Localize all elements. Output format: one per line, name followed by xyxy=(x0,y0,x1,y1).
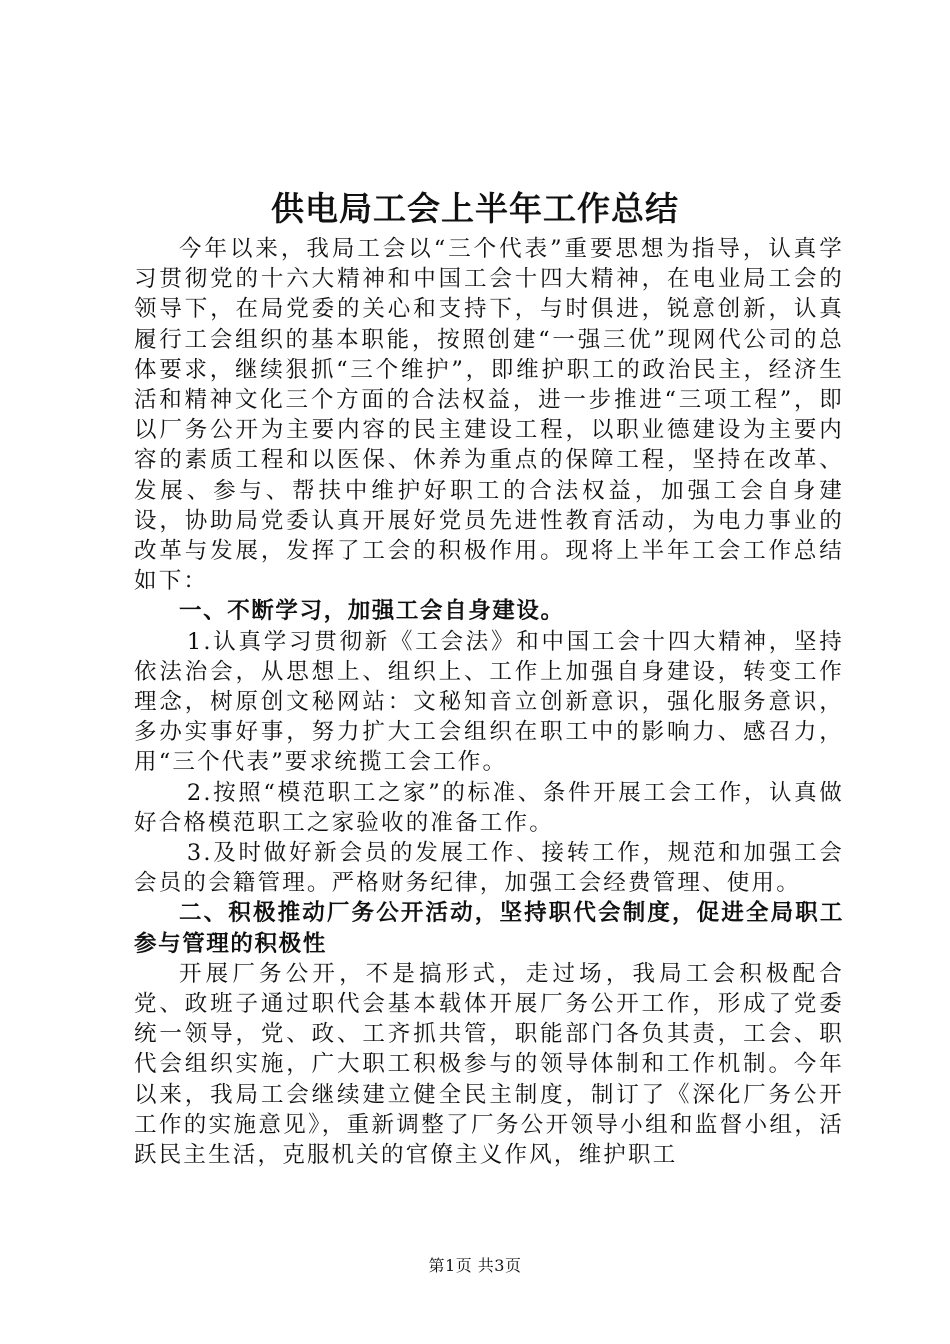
section-2-heading: 二、积极推动厂务公开活动，坚持职代会制度，促进全局职工参与管理的积极性 xyxy=(134,900,844,957)
document-body xyxy=(134,234,844,1170)
section-1-item-1: 1.认真学习贯彻新《工会法》和中国工会十四大精神，坚持依法治会，从思想上、组织上、工作上加强自身建设，转变工作理念，树原创文秘网站：文秘知音立创新意识，强化服务意识，多办实事好事，努力扩大工会组织在职工中的影响力、感召力，用“三个代表”要求统揽工会工作。 xyxy=(134,628,844,776)
document-title: 供电局工会上半年工作总结 xyxy=(271,189,679,228)
intro-paragraph: 今年以来，我局工会以“三个代表”重要思想为指导，认真学习贯彻党的十六大精神和中国工会十四大精神，在电业局工会的领导下，在局党委的关心和支持下，与时俱进，锐意创新，认真履行工会组织的基本职能，按照创建“一强三优”现网代公司的总体要求，继续狠抓“三个维护”，即维护职工的政治民主，经济生活和精神文化三个方面的合法权益，进一步推进“三项工程”，即以厂务公开为主要内容的民主建设工程，以职业德建设为主要内容的素质工程和以医保、休养为重点的保障工程，坚持在改革、发展、参与、帮扶中维护好职工的合法权益，加强工会自身建设，协助局党委认真开展好党员先进性教育活动，为电力事业的改革与发展，发挥了工会的积极作用。现将上半年工会工作总结如下： xyxy=(134,236,844,595)
section-1-item-3: 3.及时做好新会员的发展工作、接转工作，规范和加强工会会员的会籍管理。严格财务纪律，加强工会经费管理、使用。 xyxy=(134,840,844,897)
section-1-heading: 一、不断学习，加强工会自身建设。 xyxy=(179,598,565,625)
section-1-item-2: 2.按照“模范职工之家”的标准、条件开展工会工作，认真做好合格模范职工之家验收的准备工作。 xyxy=(134,779,844,836)
page-footer: 第1页 共3页 xyxy=(428,1256,522,1275)
section-2-paragraph: 开展厂务公开，不是搞形式，走过场，我局工会积极配合党、政班子通过职代会基本载体开展厂务公开工作，形成了党委统一领导，党、政、工齐抓共管，职能部门各负其责，工会、职代会组织实施，广大职工积极参与的领导体制和工作机制。今年以来，我局工会继续建立健全民主制度，制订了《深化厂务公开工作的实施意见》，重新调整了厂务公开领导小组和监督小组，活跃民主生活，克服机关的官僚主义作风，维护职工 xyxy=(134,960,844,1169)
